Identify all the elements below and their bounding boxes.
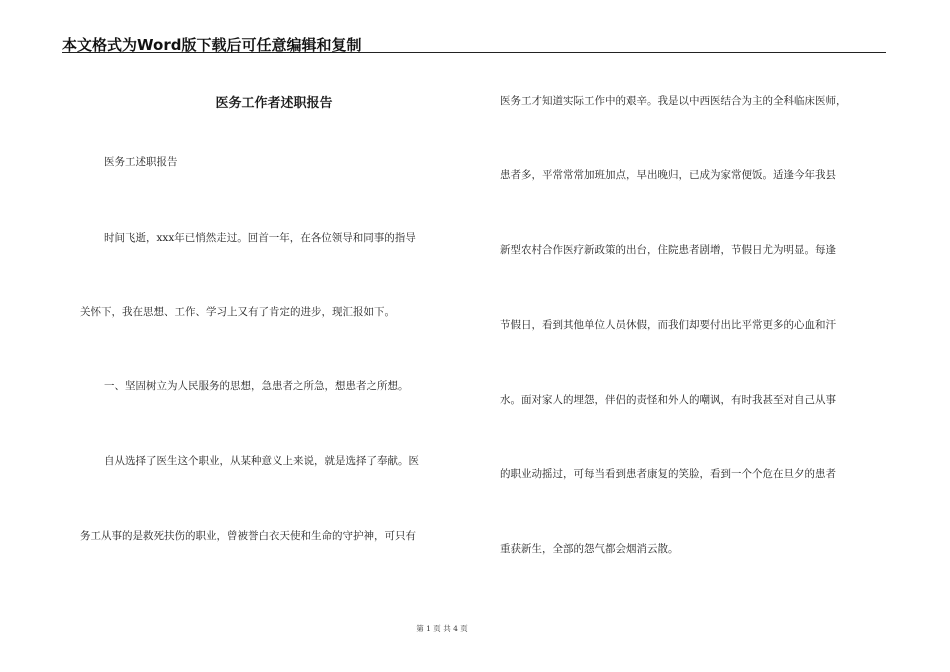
paragraph-line: 医务工述职报告 <box>104 156 178 168</box>
paragraph-line: 重获新生，全部的怨气都会烟消云散。 <box>500 543 679 555</box>
paragraph-line: 自从选择了医生这个职业，从某种意义上来说，就是选择了奉献。医 <box>104 455 419 467</box>
paragraph-line: 关怀下，我在思想、工作、学习上又有了肯定的进步，现汇报如下。 <box>80 306 395 318</box>
header-divider <box>62 52 886 53</box>
section-heading: 一、坚固树立为人民服务的思想，急患者之所急，想患者之所想。 <box>104 380 409 392</box>
document-header: 本文格式为Word版下载后可任意编辑和复制 <box>62 36 362 54</box>
paragraph-line: 医务工才知道实际工作中的艰辛。我是以中西医结合为主的全科临床医师， <box>500 95 847 107</box>
paragraph-line: 的职业动摇过，可每当看到患者康复的笑脸，看到一个个危在旦夕的患者 <box>500 468 836 480</box>
paragraph-line: 患者多，平常常常加班加点，早出晚归，已成为家常便饭。适逢今年我县 <box>500 169 836 181</box>
page-number: 第 1 页 共 4 页 <box>416 624 468 633</box>
paragraph-line: 水。面对家人的埋怨，伴侣的责怪和外人的嘲讽，有时我甚至对自己从事 <box>500 394 836 406</box>
document-title: 医务工作者述职报告 <box>215 96 333 111</box>
paragraph-line: 新型农村合作医疗新政策的出台，住院患者剧增，节假日尤为明显。每逢 <box>500 244 836 256</box>
paragraph-line: 节假日，看到其他单位人员休假，而我们却要付出比平常更多的心血和汗 <box>500 319 836 331</box>
paragraph-line: 务工从事的是救死扶伤的职业，曾被誉白衣天使和生命的守护神，可只有 <box>80 530 416 542</box>
paragraph-line: 时间飞逝，xxx年已悄然走过。回首一年，在各位领导和同事的指导 <box>104 232 416 244</box>
